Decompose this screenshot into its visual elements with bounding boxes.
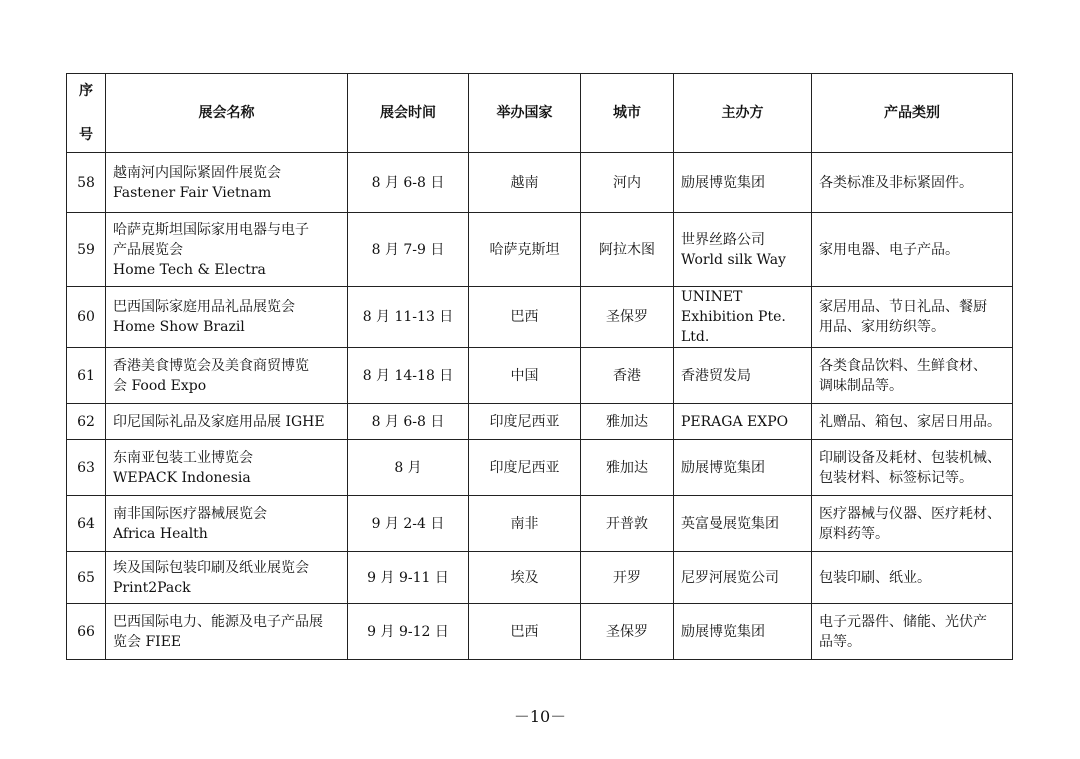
expo-name: 南非国际医疗器械展览会 Africa Health: [106, 496, 348, 552]
expo-city: 河内: [581, 153, 674, 213]
expo-name: 巴西国际家庭用品礼品展览会 Home Show Brazil: [106, 287, 348, 348]
row-number: 58: [67, 153, 106, 213]
table-row: [67, 604, 1013, 660]
expo-city: 开普敦: [581, 496, 674, 552]
expo-category: 电子元器件、储能、光伏产 品等。: [812, 604, 1013, 660]
table-row: [67, 552, 1013, 604]
expo-table: [66, 73, 1013, 660]
row-number: 64: [67, 496, 106, 552]
expo-category: 礼赠品、箱包、家居日用品。: [812, 404, 1013, 440]
expo-country: 埃及: [469, 552, 581, 604]
header-organizer: 主办方: [674, 74, 812, 153]
expo-name: 香港美食博览会及美食商贸博览 会 Food Expo: [106, 348, 348, 404]
table-body: [67, 153, 1013, 660]
table-row: [67, 404, 1013, 440]
table-row: [67, 440, 1013, 496]
expo-time: 9 月 9-11 日: [348, 552, 469, 604]
row-number: 66: [67, 604, 106, 660]
expo-category: 包装印刷、纸业。: [812, 552, 1013, 604]
row-number: 63: [67, 440, 106, 496]
header-city: 城市: [581, 74, 674, 153]
expo-country: 中国: [469, 348, 581, 404]
expo-organizer: 世界丝路公司 World silk Way: [674, 213, 812, 287]
expo-category: 家用电器、电子产品。: [812, 213, 1013, 287]
expo-organizer: 励展博览集团: [674, 153, 812, 213]
row-number: 61: [67, 348, 106, 404]
expo-city: 雅加达: [581, 404, 674, 440]
row-number: 62: [67, 404, 106, 440]
expo-name: 越南河内国际紧固件展览会 Fastener Fair Vietnam: [106, 153, 348, 213]
row-number: 60: [67, 287, 106, 348]
expo-country: 印度尼西亚: [469, 440, 581, 496]
expo-organizer: 尼罗河展览公司: [674, 552, 812, 604]
expo-city: 圣保罗: [581, 604, 674, 660]
header-seq: [67, 74, 106, 153]
expo-country: 巴西: [469, 604, 581, 660]
expo-category: 医疗器械与仪器、医疗耗材、 原料药等。: [812, 496, 1013, 552]
expo-time: 8 月 14-18 日: [348, 348, 469, 404]
expo-country: 巴西: [469, 287, 581, 348]
expo-name: 埃及国际包装印刷及纸业展览会 Print2Pack: [106, 552, 348, 604]
expo-city: 圣保罗: [581, 287, 674, 348]
table-header-row: [67, 74, 1013, 153]
expo-organizer: UNINET Exhibition Pte. Ltd.: [674, 287, 812, 348]
expo-category: 家居用品、节日礼品、餐厨 用品、家用纺织等。: [812, 287, 1013, 348]
expo-time: 8 月 6-8 日: [348, 153, 469, 213]
header-category: 产品类别: [812, 74, 1013, 153]
expo-category: 印刷设备及耗材、包装机械、 包装材料、标签标记等。: [812, 440, 1013, 496]
expo-organizer: 香港贸发局: [674, 348, 812, 404]
expo-organizer: 英富曼展览集团: [674, 496, 812, 552]
expo-country: 南非: [469, 496, 581, 552]
expo-city: 阿拉木图: [581, 213, 674, 287]
table-row: [67, 348, 1013, 404]
table-row: [67, 287, 1013, 348]
table-row: [67, 496, 1013, 552]
expo-organizer: PERAGA EXPO: [674, 404, 812, 440]
expo-name: 巴西国际电力、能源及电子产品展 览会 FIEE: [106, 604, 348, 660]
header-country: 举办国家: [469, 74, 581, 153]
table-row: [67, 213, 1013, 287]
header-seq-top: 序: [79, 83, 93, 99]
expo-city: 香港: [581, 348, 674, 404]
expo-time: 8 月 11-13 日: [348, 287, 469, 348]
expo-time: 9 月 9-12 日: [348, 604, 469, 660]
expo-country: 越南: [469, 153, 581, 213]
expo-country: 印度尼西亚: [469, 404, 581, 440]
expo-city: 开罗: [581, 552, 674, 604]
expo-category: 各类标准及非标紧固件。: [812, 153, 1013, 213]
expo-time: 9 月 2-4 日: [348, 496, 469, 552]
expo-organizer: 励展博览集团: [674, 604, 812, 660]
header-name: 展会名称: [106, 74, 348, 153]
expo-country: 哈萨克斯坦: [469, 213, 581, 287]
page-number: －10－: [513, 707, 567, 726]
expo-name: 东南亚包装工业博览会 WEPACK Indonesia: [106, 440, 348, 496]
header-time: 展会时间: [348, 74, 469, 153]
expo-city: 雅加达: [581, 440, 674, 496]
expo-name: 哈萨克斯坦国际家用电器与电子 产品展览会 Home Tech & Electra: [106, 213, 348, 287]
expo-category: 各类食品饮料、生鲜食材、 调味制品等。: [812, 348, 1013, 404]
expo-time: 8 月 6-8 日: [348, 404, 469, 440]
table-row: [67, 153, 1013, 213]
expo-name: 印尼国际礼品及家庭用品展 IGHE: [106, 404, 348, 440]
expo-organizer: 励展博览集团: [674, 440, 812, 496]
header-seq-bottom: 号: [79, 127, 93, 143]
expo-time: 8 月 7-9 日: [348, 213, 469, 287]
row-number: 65: [67, 552, 106, 604]
expo-time: 8 月: [348, 440, 469, 496]
row-number: 59: [67, 213, 106, 287]
